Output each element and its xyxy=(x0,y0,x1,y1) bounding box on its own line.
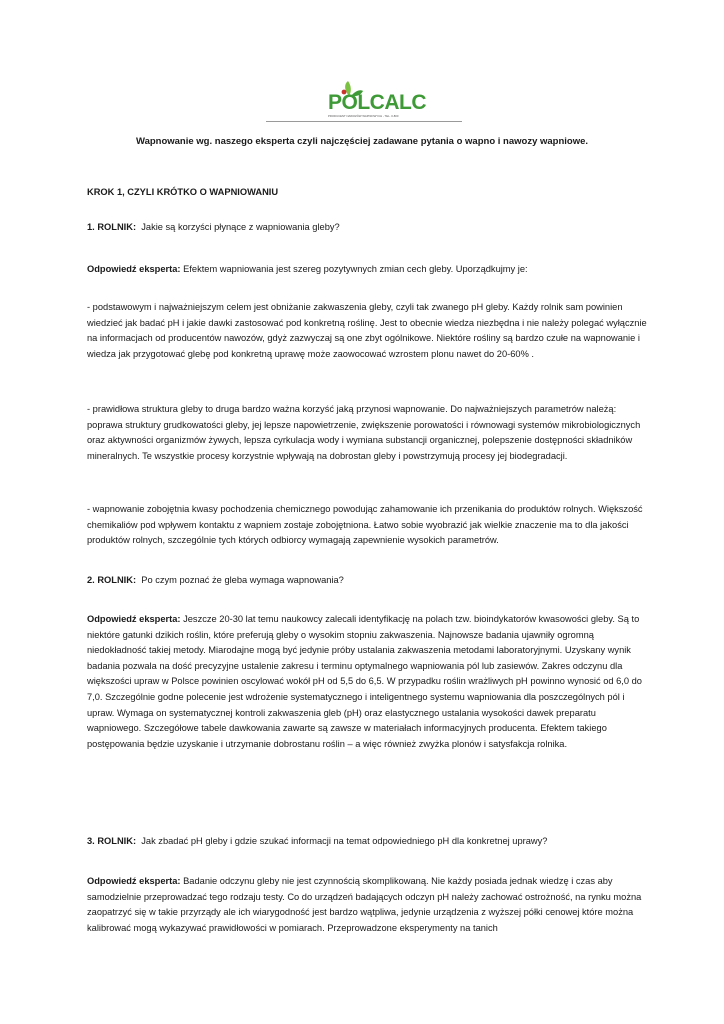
answer-1-paragraph-3: - wapnowanie zobojętnia kwasy pochodzenia chemicznego powodując zahamowanie ich przenikania do produktów rolnych. Większość chemikaliów pod wpływem kontaktu z wapniem zostaje zobojętniona. Łatwo sobie wyobrazić jak wielkie znaczenie ma to dla jakości produktów rolnych, szczególnie tych których odbiorcy wymagają zapewnienie wysokich parametrów. xyxy=(87,504,643,546)
logo-tagline: PRODUCENT NAWOZÓW WAPNIOWYCH - TEL. 0-800 xyxy=(328,114,399,118)
answer-3-label: Odpowiedź eksperta: xyxy=(87,876,181,886)
document-title: Wapnowanie wg. naszego eksperta czyli najczęściej zadawane pytania o wapno i nawozy wapniowe. xyxy=(135,136,589,147)
question-3-label: 3. ROLNIK: xyxy=(87,836,137,846)
question-3 xyxy=(87,834,647,850)
polcalc-logo xyxy=(318,80,428,122)
question-1-text: Jakie są korzyści płynące z wapniowania gleby? xyxy=(141,222,340,232)
question-1-label: 1. ROLNIK: xyxy=(87,222,137,232)
answer-2 xyxy=(87,612,647,752)
answer-1-paragraph-2: - prawidłowa struktura gleby to druga bardzo ważna korzyść jaką przynosi wapnowanie. Do najważniejszych parametrów należą: poprawa struktury grudkowatości gleby, jej lepsze napowietrzenie, zwiększenie porowatości i równowagi systemów mikrobiologicznych oraz aktywności organizmów żywych, lepsza cyrkulacja wody i wymiana substancji organicznej, polepszenie dostępności składników mineralnych. Te wszystkie procesy korzystnie wpływają na dobrostan gleby i powstrzymują procesy jej biodegradacji. xyxy=(87,404,641,461)
answer-1-intro-text: Efektem wapniowania jest szereg pozytywnych zmian cech gleby. Uporządkujmy je: xyxy=(183,264,528,274)
section-heading: KROK 1, CZYLI KRÓTKO O WAPNIOWANIU xyxy=(87,187,279,197)
answer-1-label: Odpowiedź eksperta: xyxy=(87,264,181,274)
answer-1-intro xyxy=(87,262,647,278)
answer-2-label: Odpowiedź eksperta: xyxy=(87,614,181,624)
question-2 xyxy=(87,573,647,589)
answer-3 xyxy=(87,874,647,936)
answer-1-paragraph-1: - podstawowym i najważniejszym celem jest obniżanie zakwaszenia gleby, czyli tak zwanego pH gleby. Każdy rolnik sam powinien wiedzieć jak badać pH i jakie dawki zastosować pod konkretną roślinę. Jest to obecnie wiedza niezbędna i nie należy polegać wyłącznie na informacjach od producentów nawozów, gdyż zazwyczaj są one zbyt ogólnikowe. Niektóre rośliny są bardzo czułe na wapnowanie i wiedza jak przygotować glebę pod konkretną uprawę może zaowocować wzrostem plonu nawet do 20-60% . xyxy=(87,302,647,359)
logo-text-pol: POL xyxy=(328,91,370,114)
answer-2-text: Jeszcze 20-30 lat temu naukowcy zalecali identyfikację na polach tzw. bioindykatorów kwasowości gleby. Są to niektóre gatunki dzikich roślin, które preferują gleby o wysokim stopniu zakwaszenia. Najnowsze badania ujawniły ogromną niedokładność takiej metody. Miarodajne mogą być jedynie próby ustalania zakwaszenia metodami laboratoryjnymi. Uzyskany wynik badania pozwala na dość precyzyjne ustalenie zakresu i terminu optymalnego wapniowania pól lub zasiewów. Zakres odczynu dla większości upraw w Polsce powinien oscylować wokół pH od 5,5 do 6,5. W przypadku roślin wrażliwych pH powinno wynosić od 6,0 do 7,0. Szczególnie godne polecenie jest wdrożenie systematycznego i inteligentnego systemu wapniowania dla poszczególnych pól i upraw. Wymaga on systematycznej kontroli zakwaszenia gleb (pH) oraz elastycznego ustalania wysokości dawek preparatu wapniowego. Szczegółowe tabele dawkowania zawarte są zawsze w materiałach informacyjnych producenta. Efektem takiego postępowania będzie uzyskanie i utrzymanie dobrostanu roślin – a więc również zwyżka plonów i satysfakcja rolnika. xyxy=(87,614,642,749)
logo-text-calc: CALC xyxy=(369,91,426,114)
question-1 xyxy=(87,220,647,236)
question-2-text: Po czym poznać że gleba wymaga wapnowania? xyxy=(141,575,344,585)
answer-3-text: Badanie odczynu gleby nie jest czynnością skomplikowaną. Nie każdy posiada jednak wiedzę i czas aby samodzielnie przeprowadzać tego rodzaju testy. Co do urządzeń badających odczyn pH należy zachować ostrożność, na rynku można zaopatrzyć się w takie przyrządy ale ich wiarygodność jest bardzo wątpliwa, jedynie urządzenia z wyższej półki cenowej które można kalibrować mogą wykazywać prawidłowości w pomiarach. Przeprowadzone eksperymenty na tanich xyxy=(87,876,642,933)
logo-divider xyxy=(266,121,462,122)
question-2-label: 2. ROLNIK: xyxy=(87,575,137,585)
question-3-text: Jak zbadać pH gleby i gdzie szukać informacji na temat odpowiedniego pH dla konkretnej uprawy? xyxy=(141,836,548,846)
